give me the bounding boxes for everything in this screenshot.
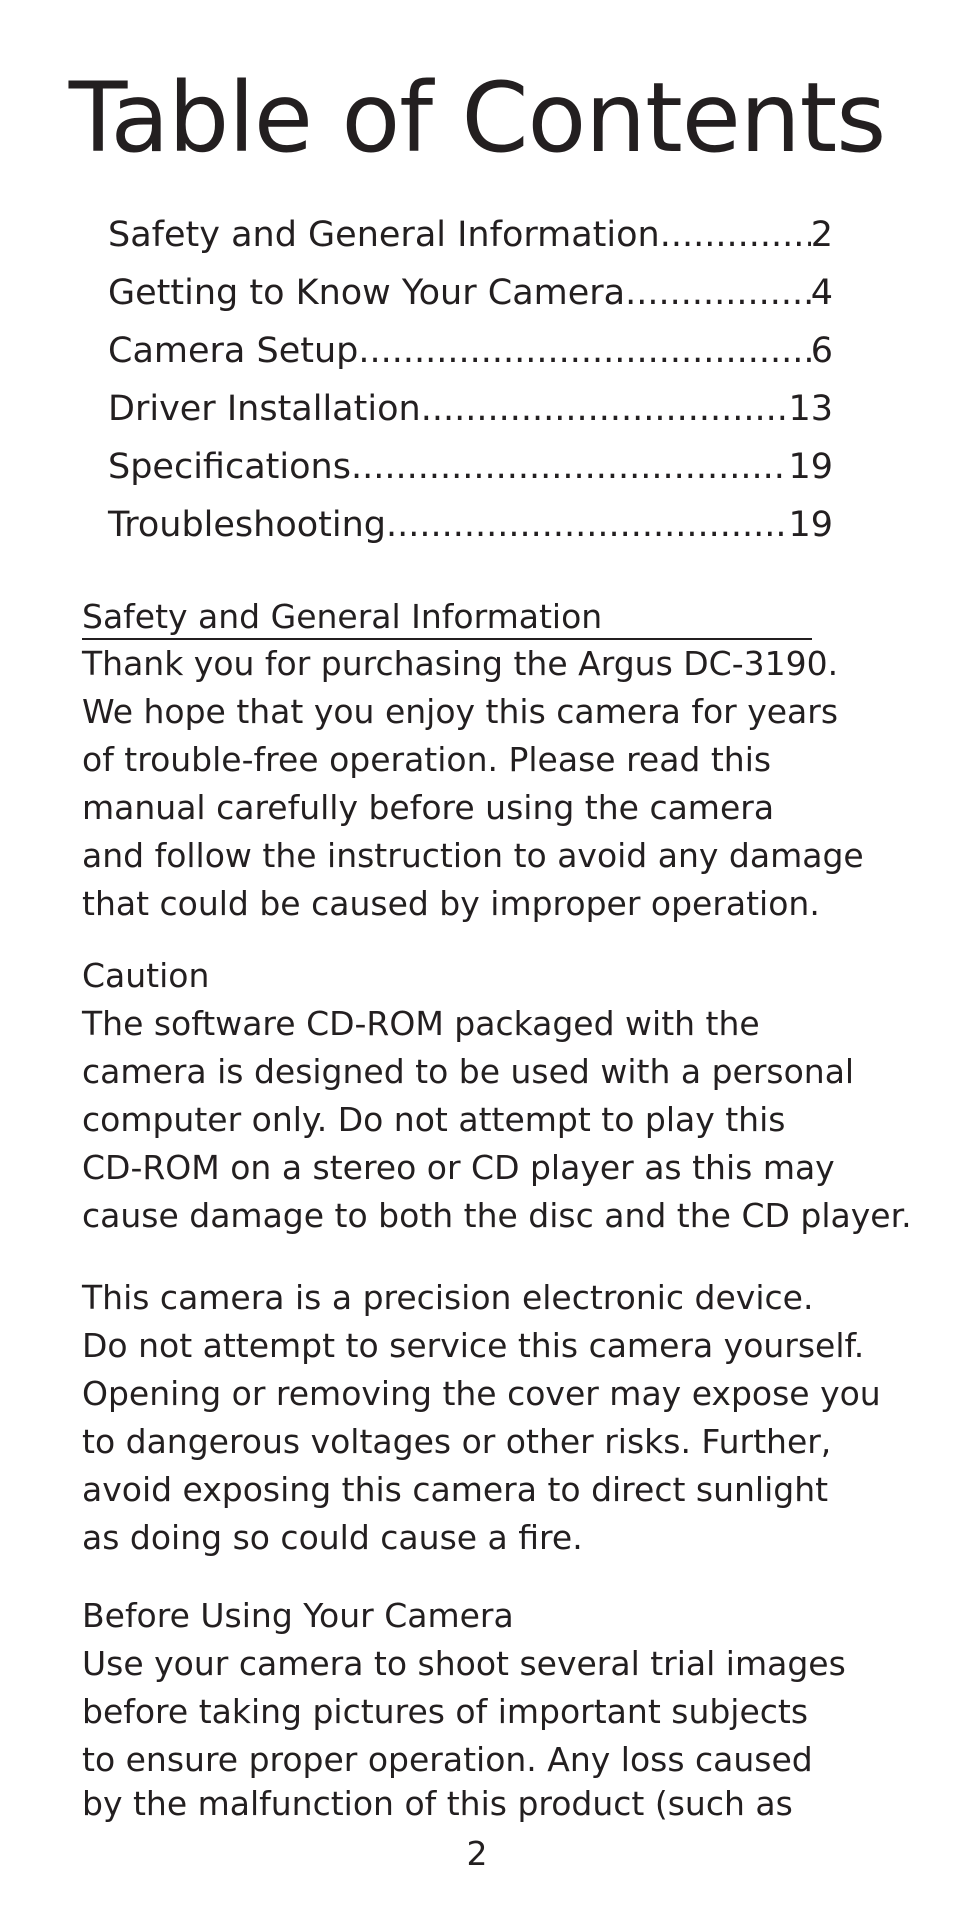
- body-line: to ensure proper operation. Any loss caused: [82, 1740, 813, 1779]
- toc-entry-page: 19: [788, 505, 833, 545]
- section-caution: [82, 952, 922, 1240]
- body-line: We hope that you enjoy this camera for years: [82, 692, 839, 731]
- toc-leader-dots: [625, 264, 811, 322]
- body-line: to dangerous voltages or other risks. Further,: [82, 1422, 832, 1461]
- page-title: Table of Contents: [68, 62, 886, 174]
- body-line: by the malfunction of this product (such as: [82, 1784, 793, 1823]
- section-precision: [82, 1274, 922, 1562]
- body-line: camera is designed to be used with a personal: [82, 1052, 855, 1091]
- section-before-using: [82, 1592, 922, 1824]
- toc-entry[interactable]: [108, 438, 833, 496]
- section-safety: [82, 596, 922, 928]
- body-line: Use your camera to shoot several trial images: [82, 1644, 846, 1683]
- toc-entry[interactable]: [108, 380, 833, 438]
- toc-entry-page: 6: [810, 331, 833, 371]
- toc-entry-label: Getting to Know Your Camera: [108, 273, 626, 313]
- toc-entry-page: 2: [810, 215, 833, 255]
- toc-leader-dots: [351, 438, 789, 496]
- toc-entry-label: Driver Installation: [108, 389, 421, 429]
- section-heading: Before Using Your Camera: [82, 1596, 514, 1635]
- body-line: The software CD-ROM packaged with the: [82, 1004, 760, 1043]
- section-heading: Safety and General Information: [82, 596, 812, 640]
- toc-entry-page: 4: [810, 273, 833, 313]
- body-line: and follow the instruction to avoid any damage: [82, 836, 864, 875]
- body-line: manual carefully before using the camera: [82, 788, 775, 827]
- body-line: computer only. Do not attempt to play this: [82, 1100, 786, 1139]
- body-line: Do not attempt to service this camera yourself.: [82, 1326, 865, 1365]
- toc-entry[interactable]: [108, 322, 833, 380]
- toc-leader-dots: [660, 206, 811, 264]
- toc-entry-page: 13: [788, 389, 833, 429]
- toc-leader-dots: [421, 380, 789, 438]
- toc-entry-page: 19: [788, 447, 833, 487]
- body-line: CD-ROM on a stereo or CD player as this may: [82, 1148, 835, 1187]
- body-line: Thank you for purchasing the Argus DC-3190.: [82, 644, 839, 683]
- body-line: that could be caused by improper operation.: [82, 884, 820, 923]
- body-line: avoid exposing this camera to direct sunlight: [82, 1470, 829, 1509]
- toc-entry[interactable]: [108, 264, 833, 322]
- toc-entry[interactable]: [108, 496, 833, 554]
- toc-leader-dots: [358, 322, 810, 380]
- body-line: cause damage to both the disc and the CD player.: [82, 1196, 912, 1235]
- toc-leader-dots: [386, 496, 788, 554]
- toc-entry-label: Specifications: [108, 447, 351, 487]
- table-of-contents: [108, 206, 833, 554]
- body-line: Opening or removing the cover may expose you: [82, 1374, 881, 1413]
- toc-entry-label: Safety and General Information: [108, 215, 660, 255]
- page-number: 2: [466, 1834, 488, 1873]
- body-line: of trouble-free operation. Please read this: [82, 740, 772, 779]
- toc-entry[interactable]: [108, 206, 833, 264]
- body-line: as doing so could cause a fire.: [82, 1518, 583, 1557]
- toc-entry-label: Camera Setup: [108, 331, 359, 371]
- section-heading: Caution: [82, 956, 210, 995]
- toc-entry-label: Troubleshooting: [108, 505, 387, 545]
- body-line: before taking pictures of important subjects: [82, 1692, 809, 1731]
- body-line: This camera is a precision electronic device.: [82, 1278, 814, 1317]
